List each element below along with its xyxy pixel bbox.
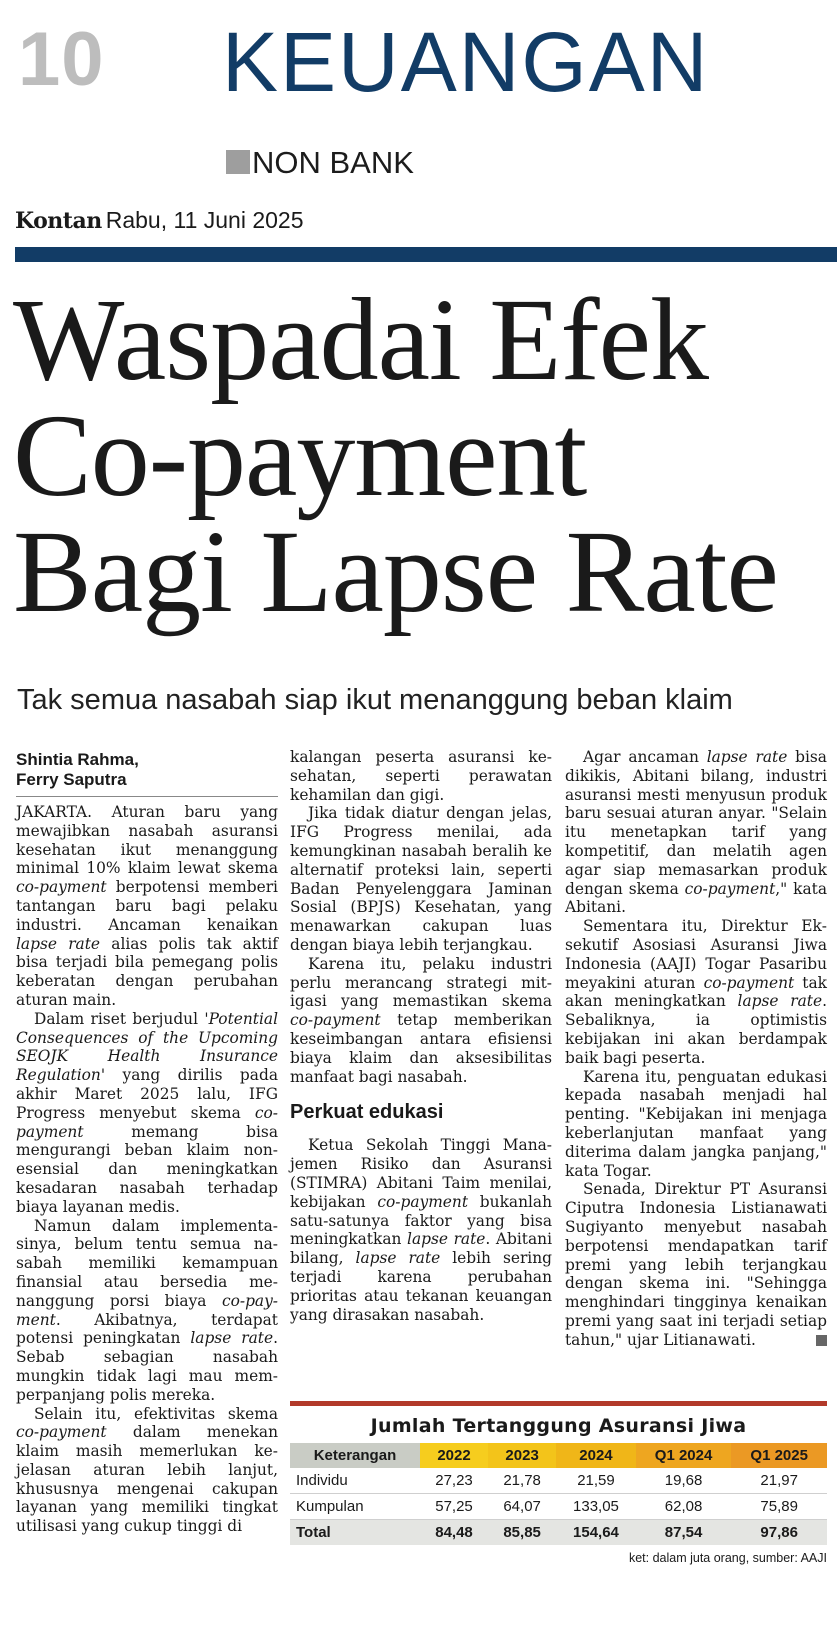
table-row bbox=[290, 1494, 827, 1520]
header-rule bbox=[15, 247, 837, 262]
paragraph: Namun dalam implementasinya, belum tentu semua nasabah memiliki kemampuan finansial atau bersedia menanggung porsi biaya co-payment. Akibatnya, terdapat potensi peningkatan lapse rate. Sebab sebagian nasabah mungkin tidak lagi mau memperpanjang polis mereka. bbox=[16, 1216, 278, 1404]
table-cell: Total bbox=[290, 1520, 420, 1546]
table-header-cell: 2022 bbox=[420, 1443, 488, 1468]
table-top-rule bbox=[290, 1401, 827, 1406]
article-column-1 bbox=[16, 750, 278, 1536]
table-cell: 75,89 bbox=[731, 1494, 827, 1520]
table-cell: 21,59 bbox=[556, 1468, 636, 1494]
table-header-cell: Keterangan bbox=[290, 1443, 420, 1468]
headline-line-2: Co-payment bbox=[13, 390, 587, 521]
headline-line-3: Bagi Lapse Rate bbox=[13, 506, 778, 637]
byline-author-2: Ferry Saputra bbox=[16, 770, 127, 789]
paragraph: Karena itu, pelaku industri perlu merancang strategi mitigasi yang memastikan skema co-payment tetap memberikan keseimbangan antara efisiensi biaya klaim dan aksesibilitas manfaat bagi nasabah. bbox=[290, 954, 552, 1086]
table-cell: 97,86 bbox=[731, 1520, 827, 1546]
paragraph: Jika tidak diatur dengan jelas, IFG Progress menilai, ada kemungkinan nasabah beralih ke alternatif proteksi lain, seperti Badan Penyelenggara Jaminan Sosial (BPJS) Kesehatan, yang menawarkan cakupan luas dengan biaya lebih terjangkau. bbox=[290, 804, 552, 954]
article-column-2 bbox=[290, 748, 552, 1324]
brand-logo: Kontan bbox=[15, 208, 102, 234]
paragraph: kalangan peserta asuransi kesehatan, seperti perawatan kehamilan dan gigi. bbox=[290, 748, 552, 804]
table-cell: 87,54 bbox=[636, 1520, 732, 1546]
article-column-3 bbox=[565, 748, 827, 1350]
table-cell: 154,64 bbox=[556, 1520, 636, 1546]
page-number: 10 bbox=[18, 17, 105, 102]
table-cell: 133,05 bbox=[556, 1494, 636, 1520]
byline bbox=[16, 750, 278, 797]
table-cell: 21,97 bbox=[731, 1468, 827, 1494]
table-cell: 19,68 bbox=[636, 1468, 732, 1494]
data-table bbox=[290, 1443, 827, 1545]
table-header-cell: 2023 bbox=[488, 1443, 556, 1468]
table-cell: 21,78 bbox=[488, 1468, 556, 1494]
headline-line-1: Waspadai Efek bbox=[13, 274, 708, 405]
section-subhead: Perkuat edukasi bbox=[290, 1101, 444, 1124]
table-cell: 85,85 bbox=[488, 1520, 556, 1546]
end-of-article-icon bbox=[816, 1335, 827, 1346]
paragraph: Sementara itu, Direktur Eksekutif Asosiasi Asuransi Jiwa Indonesia (AAJI) Togar Pasaribu meyakini aturan co-payment tak akan meningkatkan lapse rate. Sebaliknya, ia optimistis kebijakan ini akan berdampak baik bagi peserta. bbox=[565, 917, 827, 1067]
table-header-row bbox=[290, 1443, 827, 1468]
table-cell: Kumpulan bbox=[290, 1494, 420, 1520]
section-title: KEUANGAN bbox=[222, 15, 710, 109]
paragraph: Senada, Direktur PT Asuransi Ciputra Indonesia Listianawati Sugiyanto menyebut nasabah berpotensi mendapatkan tarif premi yang lebih terjangkau dengan skema ini. "Sehingga menghindari tingginya kenaikan premi yang saat ini terjadi setiap tahun," ujar Litianawati. bbox=[565, 1180, 827, 1349]
paragraph: Dalam riset berjudul 'Potential Consequences of the Upcoming SEOJK Health Insurance Regulation' yang dirilis pada akhir Maret 2025 lalu, IFG Progress menyebut skema co-payment memang bisa mengurangi beban klaim nonesensial dan meningkatkan kesadaran nasabah terhadap biaya layanan medis. bbox=[16, 1009, 278, 1216]
table-header-cell: Q1 2025 bbox=[731, 1443, 827, 1468]
table-cell: 84,48 bbox=[420, 1520, 488, 1546]
table-cell: Individu bbox=[290, 1468, 420, 1494]
table-header-cell: Q1 2024 bbox=[636, 1443, 732, 1468]
table-cell: 27,23 bbox=[420, 1468, 488, 1494]
paragraph: Ketua Sekolah Tinggi Manajemen Risiko dan Asuransi (STIMRA) Abitani Taim menilai, kebijakan co-payment bukanlah satu-satunya faktor yang bisa meningkatkan lapse rate. Abitani bilang, lapse rate lebih sering terjadi karena perubahan prioritas atau tekanan keuangan yang dirasakan nasabah. bbox=[290, 1136, 552, 1324]
subsection-text: NON BANK bbox=[252, 145, 414, 180]
issue-date: Rabu, 11 Juni 2025 bbox=[105, 207, 304, 233]
table-source-note: ket: dalam juta orang, sumber: AAJI bbox=[628, 1551, 827, 1565]
table-cell: 64,07 bbox=[488, 1494, 556, 1520]
square-icon bbox=[226, 150, 250, 174]
paragraph: Agar ancaman lapse rate bisa dikikis, Abitani bilang, industri asuransi mesti menyusun produk baru sesuai aturan anyar. "Selain itu menetapkan tarif yang kompetitif, dan melatih agen agar siap memasarkan produk dengan skema co-payment," kata Abitani. bbox=[565, 748, 827, 917]
table-cell: 57,25 bbox=[420, 1494, 488, 1520]
paragraph: Karena itu, penguatan edukasi kepada nasabah menjadi hal penting. "Kebijakan ini menjaga keberlanjutan manfaat yang diterima dalam jangka panjang," kata Togar. bbox=[565, 1067, 827, 1180]
deck: Tak semua nasabah siap ikut menanggung beban klaim bbox=[17, 684, 733, 716]
table-cell: 62,08 bbox=[636, 1494, 732, 1520]
table-header-cell: 2024 bbox=[556, 1443, 636, 1468]
masthead bbox=[15, 206, 304, 236]
byline-author-1: Shintia Rahma, bbox=[16, 750, 139, 769]
paragraph: JAKARTA. Aturan baru yang mewajibkan nasabah asuransi kesehatan ikut menanggung minimal 10% klaim lewat skema co-payment berpotensi memberi tantangan baru bagi pelaku industri. Ancaman kenaikan lapse rate alias polis tak aktif bisa terjadi bila pemegang polis keberatan dengan perubahan aturan main. bbox=[16, 803, 278, 1009]
table-total-row bbox=[290, 1520, 827, 1546]
headline bbox=[13, 274, 833, 637]
table-row bbox=[290, 1468, 827, 1494]
data-table-box bbox=[290, 1401, 827, 1565]
subsection-label bbox=[226, 146, 414, 180]
table-title: Jumlah Tertanggung Asuransi Jiwa bbox=[370, 1415, 747, 1437]
paragraph: Selain itu, efektivitas skema co-payment dalam menekan klaim masih memerlukan kejelasan aturan lebih lanjut, khususnya mengenai cakupan layanan yang memiliki tingkat utilisasi yang cukup tinggi di bbox=[16, 1404, 278, 1536]
